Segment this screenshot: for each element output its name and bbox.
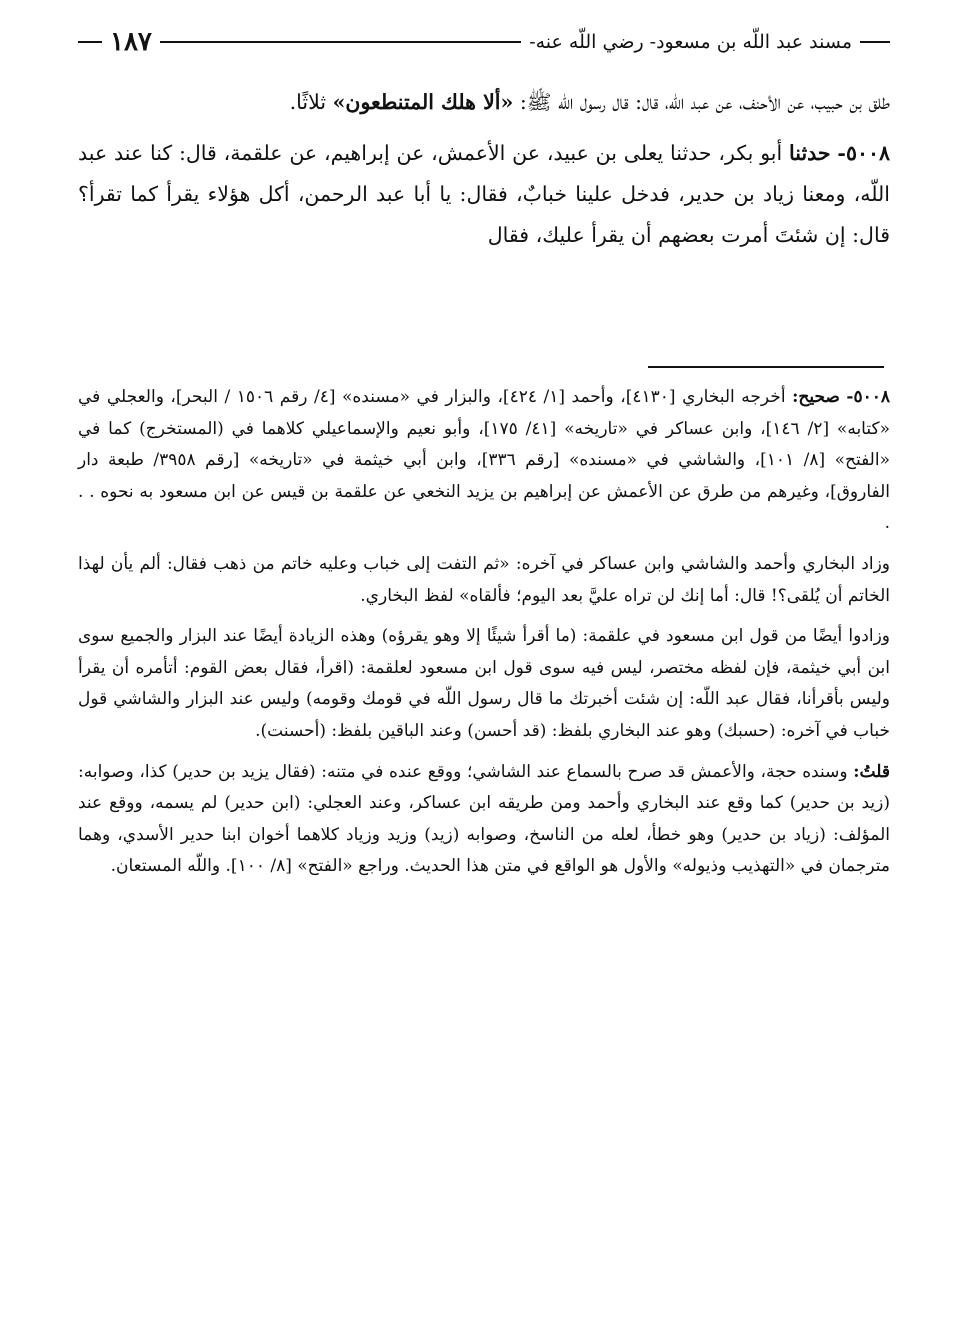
hadith-number: ٥٠٠٨- <box>837 141 890 165</box>
header-dash-right <box>860 41 890 43</box>
para1-end: ثلاثًا. <box>289 90 327 114</box>
note-text-4: وسنده حجة، والأعمش قد صرح بالسماع عند الشاشي؛ ووقع عنده في متنه: (فقال يزيد بن حدير) كذا، وصوابه: (زيد بن حدير) كما وقع عند البخاري وأحمد ومن طريقه ابن عساكر، وعند العجلي: (ابن حدير) لم يسمه، ووقع عند المؤلف: (زياد بن حدير) وهو خطأ، لعله من الناسخ، وصوابه (زيد) وزيد وزياد كلاهما أخوان ابنا حدير الأسدي، وهما مترجمان في «التهذيب وذيوله» والأول هو الواقع في متن هذا الحديث. وراجع «الفتح» [٨/ ١٠٠]. واللّه المستعان. <box>78 761 890 877</box>
note-text-3: وزادوا أيضًا من قول ابن مسعود في علقمة: (ما أقرأ شيئًا إلا وهو يقرؤه) وهذه الزيادة أيضًا عند البزار والجميع سوى ابن أبي خيثمة، فإن لفظه مختصر، ليس فيه سوى قول ابن مسعود لعلقمة: (اقرأ، فقال بعض القوم: أتأمره أن يقرأ وليس بأقرأنا، فقال عبد اللّه: إن شئت أخبرتك ما قال رسول اللّه في قومك وقومه) وليس عند البزار والشاشي قول خباب في آخره: (حسبك) وهو عند البخاري بلفظ: (قد أحسن) وعند الباقين بلفظ: (أحسنت). <box>78 626 890 741</box>
note-paragraph-2 <box>78 549 890 612</box>
hadith-text: أبو بكر، حدثنا يعلى بن عبيد، عن الأعمش، عن إبراهيم، عن علقمة، قال: كنا عند عبد اللّه، ومعنا زياد بن حدير، فدخل علينا خبابٌ، فقال: يا أبا عبد الرحمن، أكل هؤلاء يقرأ كما تقرأ؟ قال: إن شئتَ أمرت بعضهم أن يقرأ عليك، فقال <box>78 141 890 247</box>
header-rule <box>160 41 521 43</box>
header-dash-left <box>78 41 102 43</box>
para1-text: طلق بن حبيب، عن الأحنف، عن عبد اللّه، قال: قال رسول اللّه ﷺ: <box>519 90 890 114</box>
note-paragraph-3 <box>78 621 890 747</box>
note-paragraph-1 <box>78 382 890 540</box>
note-paragraph-4 <box>78 757 890 883</box>
page-header <box>78 22 890 62</box>
note-text-1: أخرجه البخاري [٤١٣٠]، وأحمد [١/ ٤٢٤]، والبزار في «مسنده» [٤/ رقم ١٥٠٦ / البحر]، والعجلي في «كتابه» [٢/ ١٤٦]، وابن عساكر في «تاريخه» [٤١/ ١٧٥]، وأبو نعيم والإسماعيلي كلاهما في (المستخرج) كما في «الفتح» [٨/ ١٠١]، والشاشي في «مسنده» [رقم ٣٣٦]، وابن أبي خيثمة في «تاريخه» [رقم ٣٩٥٨/ طبعة دار الفاروق]، وغيرهم من طرق عن الأعمش عن إبراهيم بن يزيد النخعي عن علقمة بن قيس عن ابن مسعود به نحوه . . . <box>78 387 890 534</box>
running-title: مسند عبد اللّه بن مسعود- رضي اللّه عنه- <box>529 31 852 53</box>
footnote-divider <box>648 366 884 368</box>
hadith-keyword: حدثنا <box>789 141 831 165</box>
main-paragraph-2 <box>78 133 890 256</box>
note-text-2: وزاد البخاري وأحمد والشاشي وابن عساكر في آخره: «ثم التفت إلى خباب وعليه خاتم من ذهب فقال: ألم يأن لهذا الخاتم أن يُلقى؟! قال: أما إنك لن تراه عليَّ بعد اليوم؛ فألقاه» لفظ البخاري. <box>78 553 890 606</box>
note-label-qult: قلتُ: <box>853 761 891 782</box>
note-number: ٥٠٠٨- <box>846 387 890 407</box>
para1-quote: «ألا هلك المتنطعون» <box>332 90 514 114</box>
page-number: ١٨٧ <box>110 27 152 57</box>
main-text <box>78 82 890 256</box>
main-paragraph-1 <box>78 82 890 123</box>
footnotes <box>78 382 890 883</box>
note-grade: صحيح: <box>792 387 840 407</box>
